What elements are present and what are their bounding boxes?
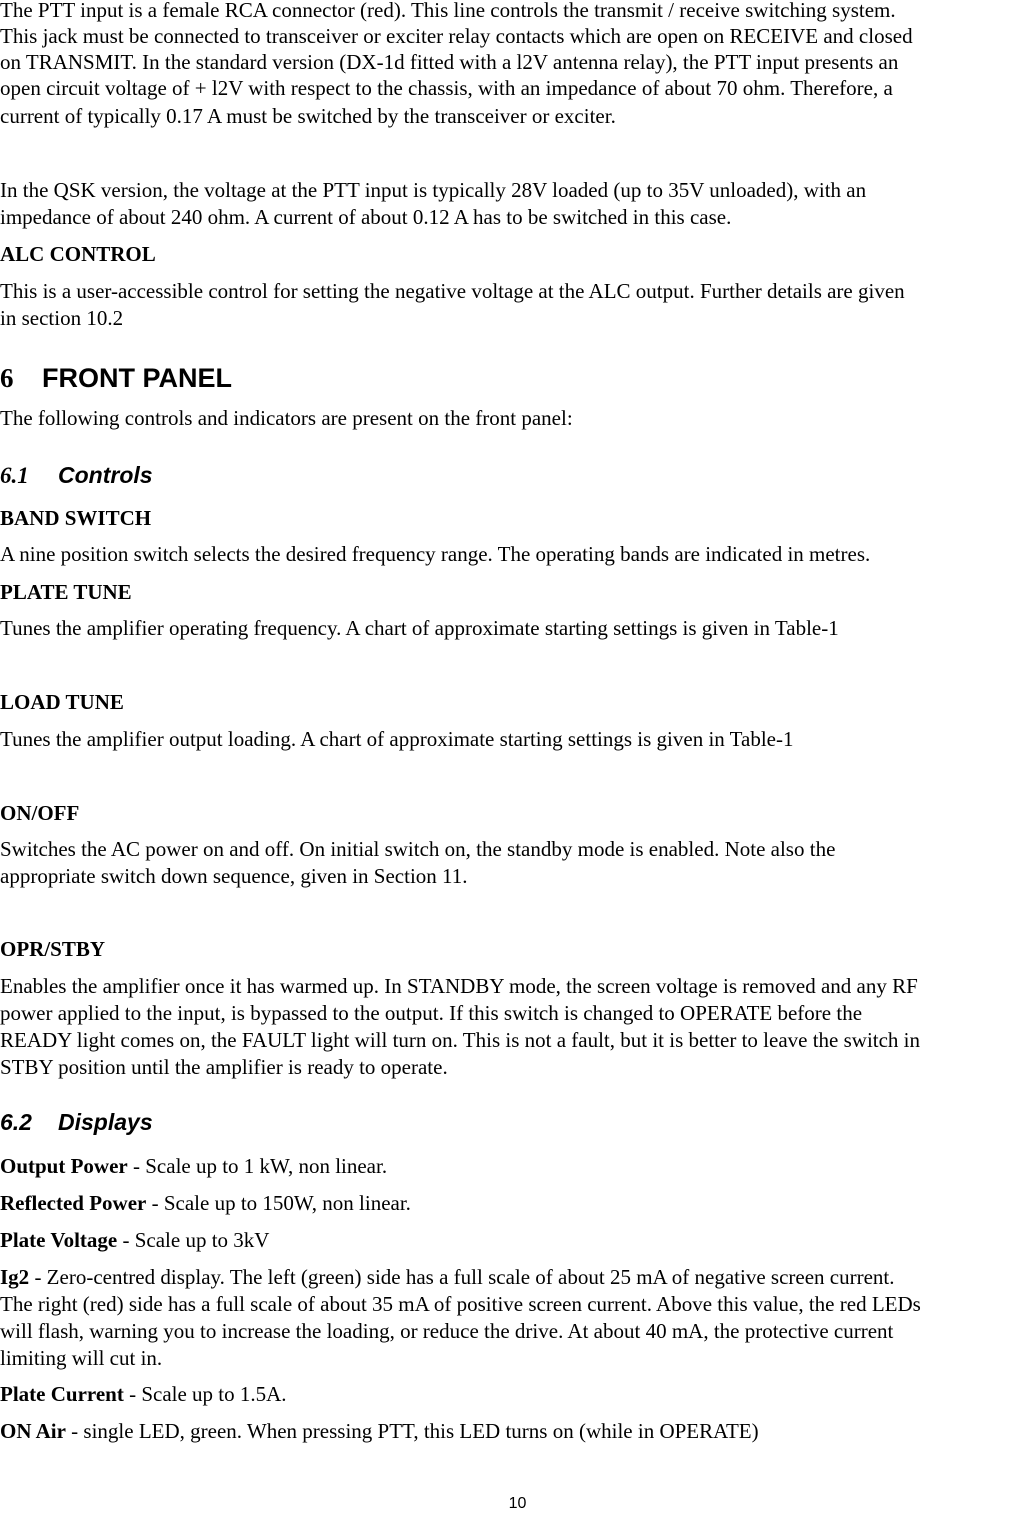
on-off-line-2: appropriate switch down sequence, given in Section 11. (0, 864, 468, 888)
output-power-item (0, 1153, 387, 1180)
ig2-line-3: will flash, warning you to increase the loading, or reduce the drive. At about 40 mA, the protective current (0, 1319, 894, 1343)
alc-line-1: This is a user-accessible control for setting the negative voltage at the ALC output. Further details are given (0, 279, 905, 303)
on-air-item (0, 1418, 759, 1445)
ptt-line-5: current of typically 0.17 A must be switched by the transceiver or exciter. (0, 104, 616, 128)
section-6-1-title: Controls (58, 462, 153, 488)
section-6-intro: The following controls and indicators are present on the front panel: (0, 406, 573, 430)
section-6-2-number: 6.2 (0, 1109, 32, 1135)
section-6-2-title: Displays (58, 1109, 153, 1135)
ptt-line-1: The PTT input is a female RCA connector (red). This line controls the transmit / receive switching system. (0, 0, 896, 22)
load-tune-heading: LOAD TUNE (0, 690, 124, 714)
section-6-1-heading (0, 458, 153, 491)
on-off-line-1: Switches the AC power on and off. On initial switch on, the standby mode is enabled. Note also the (0, 837, 836, 861)
ig2-line-1 (0, 1264, 895, 1291)
ig2-label: Ig2 (0, 1265, 30, 1289)
section-6-heading (0, 357, 232, 395)
reflected-power-text: - Scale up to 150W, non linear. (146, 1191, 411, 1215)
band-switch-text: A nine position switch selects the desired frequency range. The operating bands are indicated in metres. (0, 542, 871, 566)
opr-stby-line-2: power applied to the input, is bypassed to the output. If this switch is changed to OPERATE before the (0, 1001, 863, 1025)
ig2-line-2: The right (red) side has a full scale of about 35 mA of positive screen current. Above this value, the red LEDs (0, 1292, 921, 1316)
output-power-text: - Scale up to 1 kW, non linear. (127, 1154, 388, 1178)
on-air-label: ON Air (0, 1419, 66, 1443)
plate-tune-text: Tunes the amplifier operating frequency. A chart of approximate starting settings is given in Table-1 (0, 616, 839, 640)
alc-line-2: in section 10.2 (0, 306, 124, 330)
section-6-1-number: 6.1 (0, 463, 29, 488)
opr-stby-heading: OPR/STBY (0, 937, 106, 961)
qsk-line-1: In the QSK version, the voltage at the PTT input is typically 28V loaded (up to 35V unloaded), with an (0, 178, 867, 202)
page-number: 10 (508, 1495, 527, 1512)
ig2-line-4: limiting will cut in. (0, 1346, 163, 1370)
opr-stby-line-4: STBY position until the amplifier is ready to operate. (0, 1055, 448, 1079)
on-air-text: - single LED, green. When pressing PTT, this LED turns on (while in OPERATE) (65, 1419, 759, 1443)
plate-tune-heading: PLATE TUNE (0, 580, 132, 604)
ptt-line-3: on TRANSMIT. In the standard version (DX-1d fitted with a l2V antenna relay), the PTT input presents an (0, 50, 899, 74)
ptt-line-2: This jack must be connected to transceiver or exciter relay contacts which are open on RECEIVE and closed (0, 24, 913, 48)
load-tune-text: Tunes the amplifier output loading. A chart of approximate starting settings is given in Table-1 (0, 727, 794, 751)
section-6-2-heading (0, 1105, 153, 1137)
output-power-label: Output Power (0, 1154, 128, 1178)
reflected-power-item (0, 1190, 411, 1217)
plate-voltage-label: Plate Voltage (0, 1228, 118, 1252)
plate-current-item (0, 1381, 287, 1408)
qsk-line-2: impedance of about 240 ohm. A current of about 0.12 A has to be switched in this case. (0, 205, 732, 229)
plate-voltage-item (0, 1227, 269, 1254)
plate-current-label: Plate Current (0, 1382, 124, 1406)
ptt-line-4: open circuit voltage of + l2V with respect to the chassis, with an impedance of about 70 ohm. Therefore, a (0, 76, 893, 100)
on-off-heading: ON/OFF (0, 801, 80, 825)
reflected-power-label: Reflected Power (0, 1191, 147, 1215)
ig2-first-line-text: - Zero-centred display. The left (green) side has a full scale of about 25 mA of negative screen current. (29, 1265, 895, 1289)
section-6-title: FRONT PANEL (42, 363, 232, 393)
plate-current-text: - Scale up to 1.5A. (123, 1382, 287, 1406)
band-switch-heading: BAND SWITCH (0, 506, 152, 530)
opr-stby-line-1: Enables the amplifier once it has warmed up. In STANDBY mode, the screen voltage is removed and any RF (0, 974, 918, 998)
plate-voltage-text: - Scale up to 3kV (117, 1228, 270, 1252)
opr-stby-line-3: READY light comes on, the FAULT light will turn on. This is not a fault, but it is better to leave the switch in (0, 1028, 921, 1052)
section-6-number: 6 (0, 363, 14, 393)
alc-heading: ALC CONTROL (0, 242, 156, 266)
